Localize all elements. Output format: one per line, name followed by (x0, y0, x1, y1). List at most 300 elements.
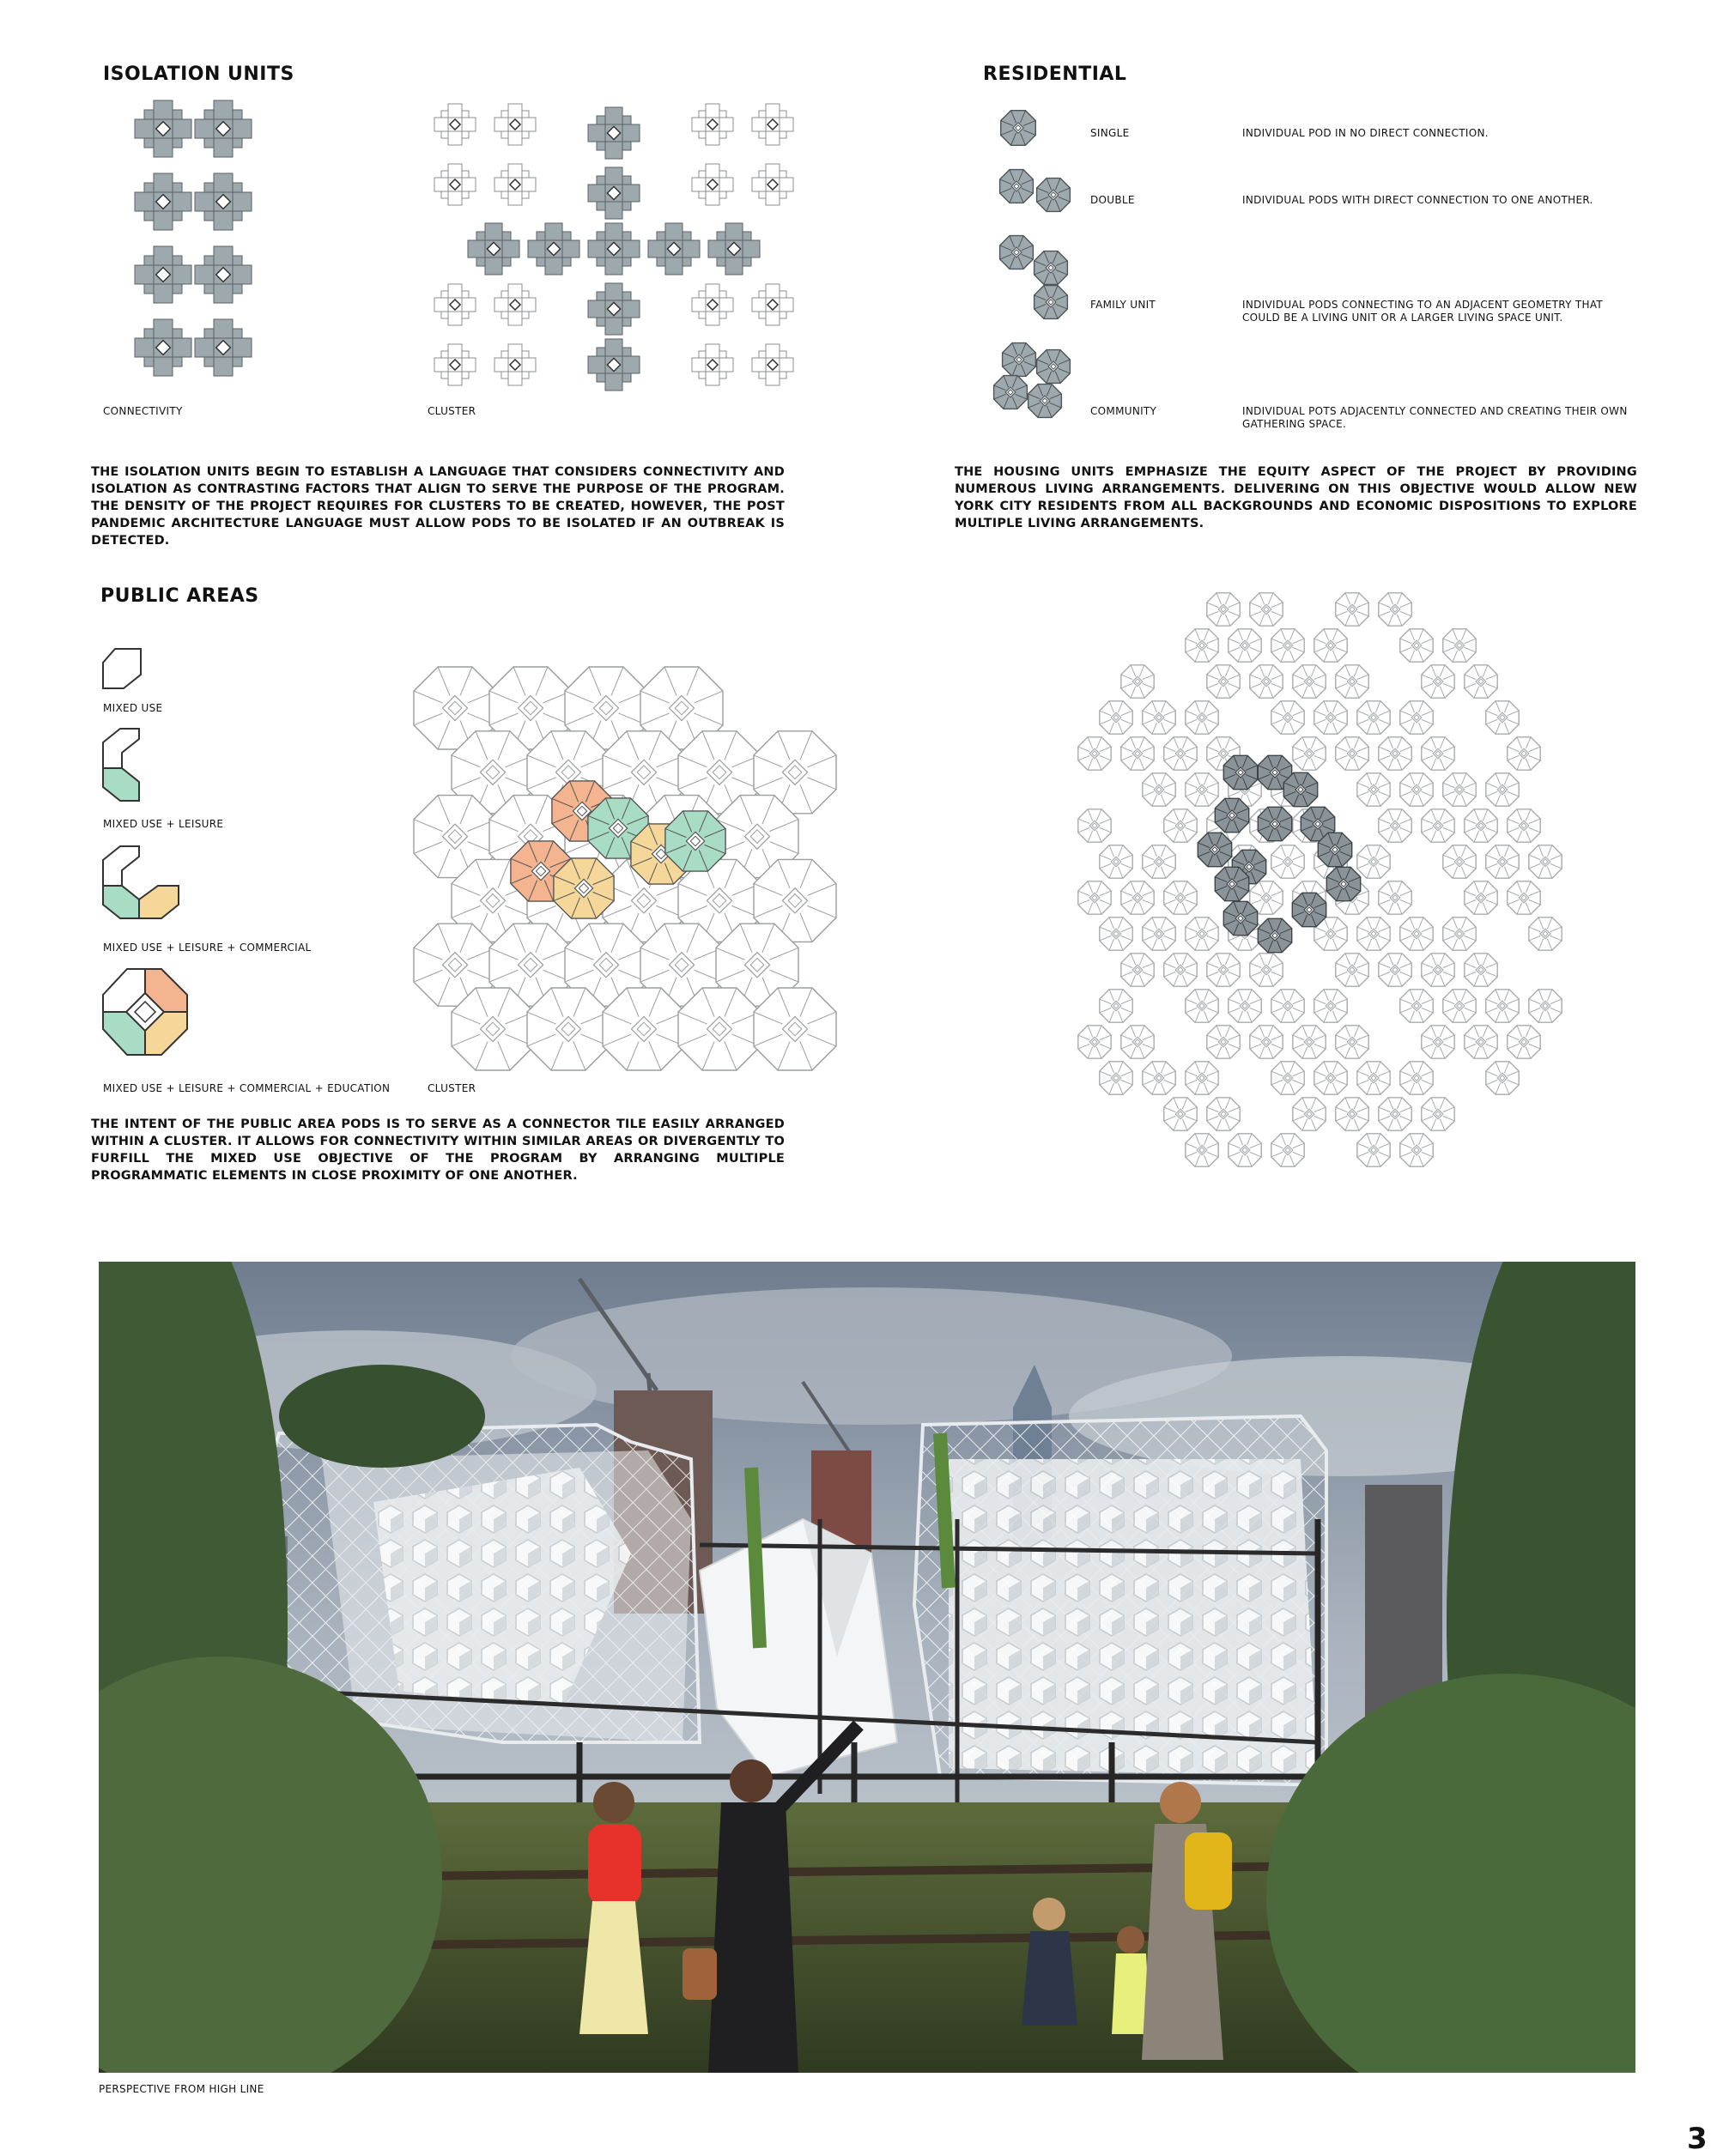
cross-cell (173, 183, 182, 192)
cluster-unit-outline (692, 104, 733, 145)
cross-cell (780, 171, 786, 178)
cross-cell (719, 372, 726, 379)
cluster-pod (1164, 737, 1197, 770)
cross-cell (144, 284, 154, 294)
cluster-pod (1400, 1062, 1433, 1094)
tile-mixed-use (103, 729, 139, 768)
cluster-pod (1508, 809, 1540, 842)
cross-cell (501, 111, 508, 118)
cross-cell (144, 357, 154, 366)
cross-cell (173, 119, 191, 138)
cluster-pod (1400, 773, 1433, 806)
cross-cell (717, 232, 725, 240)
cluster-pod (1250, 665, 1283, 698)
cross-cell (462, 298, 476, 312)
cluster-pod (1164, 809, 1197, 842)
cluster-pod (1229, 629, 1261, 662)
cluster-pod (1465, 954, 1497, 986)
cross-cell (528, 240, 545, 257)
cluster-pod (1486, 701, 1519, 734)
cross-cell (494, 118, 508, 131)
cluster-unit-outline (692, 284, 733, 325)
cross-cell (780, 291, 786, 298)
cluster-pod (1186, 773, 1218, 806)
cluster-pod (1336, 593, 1368, 626)
residential-pod (1223, 901, 1257, 935)
cross-cell (233, 183, 242, 192)
cross-cell (683, 257, 691, 266)
cross-cell (508, 372, 522, 385)
cluster-pod (1078, 881, 1111, 914)
cluster-unit-outline (494, 104, 536, 145)
cross-cell (144, 138, 154, 148)
cross-cell (699, 291, 706, 298)
cross-cell (204, 284, 214, 294)
cross-cell (692, 358, 706, 372)
cluster-pod (1207, 954, 1240, 986)
cross-cell (597, 373, 605, 382)
cross-cell (717, 257, 725, 266)
cross-cell (780, 111, 786, 118)
cross-cell (648, 240, 665, 257)
cluster-pod (1443, 845, 1476, 878)
cluster-pod (1207, 593, 1240, 626)
cross-cell (508, 312, 522, 325)
cross-cell (605, 223, 622, 240)
cross-cell (144, 256, 154, 265)
cross-cell (233, 338, 252, 357)
cross-cell (605, 257, 622, 275)
cross-cell (462, 312, 469, 318)
cluster-unit-outline (692, 164, 733, 205)
cross-cell (692, 178, 706, 191)
connectivity-unit (135, 100, 191, 157)
cluster-pod (1314, 701, 1347, 734)
cross-cell (699, 351, 706, 358)
cross-cell (233, 110, 242, 119)
cross-cell (214, 211, 233, 230)
cross-cell (214, 246, 233, 265)
residential-pod (1198, 833, 1231, 866)
cluster-pod (1121, 954, 1154, 986)
cross-cell (204, 357, 214, 366)
cross-cell (154, 138, 173, 157)
cluster-pod (1121, 737, 1154, 770)
cross-cell (204, 183, 214, 192)
cross-cell (605, 202, 622, 219)
cross-cell (441, 171, 448, 178)
cross-cell (434, 358, 448, 372)
cluster-pod (1143, 701, 1175, 734)
cross-cell (719, 111, 726, 118)
cross-cell (780, 351, 786, 358)
cluster-pod (1207, 1098, 1240, 1130)
cross-cell (522, 118, 536, 131)
cross-cell (441, 351, 448, 358)
cluster-pod (1164, 881, 1197, 914)
cross-cell (462, 118, 476, 131)
cluster-pod (1314, 629, 1347, 662)
residential-item-label: COMMUNITY (1090, 405, 1157, 417)
public-legend-label: MIXED USE (103, 702, 163, 714)
cross-cell (154, 319, 173, 338)
public-title: PUBLIC AREAS (100, 585, 259, 607)
cluster-pod (1121, 881, 1154, 914)
cross-cell (462, 131, 469, 138)
cluster-pod (1336, 665, 1368, 698)
cluster-pod (1400, 629, 1433, 662)
cluster-unit-outline (434, 104, 476, 145)
connectivity-caption: CONNECTIVITY (103, 405, 183, 417)
cross-cell (588, 300, 605, 318)
cross-cell (144, 110, 154, 119)
connectivity-diagram (129, 90, 275, 391)
cross-cell (537, 232, 545, 240)
cross-cell (759, 372, 766, 379)
cluster-pod (1100, 918, 1132, 950)
cross-cell (522, 191, 529, 198)
cross-cell (752, 298, 766, 312)
cross-cell (622, 232, 631, 240)
combined-cluster-diagram (1060, 575, 1567, 1193)
cross-cell (214, 319, 233, 338)
cross-cell (434, 118, 448, 131)
cross-cell (622, 116, 631, 124)
cross-cell (780, 312, 786, 318)
connectivity-unit (135, 319, 191, 376)
residential-pod (1258, 807, 1291, 840)
cross-cell (494, 298, 508, 312)
cluster-pod (1400, 1134, 1433, 1166)
cross-cell (522, 131, 529, 138)
residential-item-desc: INDIVIDUAL PODS CONNECTING TO AN ADJACENT GEOMETRY THAT COULD BE A LIVING UNIT OR A LARGER LIVING SPACE UNIT. (1242, 299, 1604, 324)
cross-cell (502, 240, 519, 257)
cross-cell (173, 265, 191, 284)
cross-cell (657, 232, 665, 240)
cluster-pod (1293, 1026, 1326, 1058)
isolation-cluster-caption: CLUSTER (428, 405, 476, 417)
isolation-title: ISOLATION UNITS (103, 64, 294, 85)
cross-cell (501, 291, 508, 298)
cross-cell (448, 104, 462, 118)
cross-cell (545, 223, 562, 240)
cross-cell (135, 265, 154, 284)
cluster-unit-outline (494, 344, 536, 385)
residential-pod (1215, 867, 1248, 900)
cluster-pod (1186, 918, 1218, 950)
cross-cell (135, 338, 154, 357)
mixed-use-leisure-tile-icon (101, 724, 153, 809)
cross-cell (233, 192, 252, 211)
residential-item-desc: INDIVIDUAL POTS ADJACENTLY CONNECTED AND CREATING THEIR OWN GATHERING SPACE. (1242, 405, 1628, 430)
cluster-pod (1207, 665, 1240, 698)
cross-cell (214, 173, 233, 192)
residential-pod (1326, 867, 1360, 900)
cluster-unit-outline (752, 164, 793, 205)
cross-cell (706, 131, 719, 145)
cross-cell (725, 223, 743, 240)
connectivity-unit (135, 173, 191, 230)
cross-cell (605, 318, 622, 335)
cluster-pod (1443, 629, 1476, 662)
cross-cell (522, 372, 529, 379)
cross-cell (434, 178, 448, 191)
cluster-unit-filled (528, 223, 579, 275)
cross-cell (743, 240, 760, 257)
cross-cell (522, 351, 529, 358)
cluster-unit-filled (588, 167, 640, 219)
cross-cell (462, 111, 469, 118)
cross-cell (195, 338, 214, 357)
cross-cell (562, 232, 571, 240)
cross-cell (448, 131, 462, 145)
public-legend-label: MIXED USE + LEISURE (103, 818, 224, 830)
cross-cell (780, 372, 786, 379)
residential-pod (1292, 893, 1326, 926)
cross-cell (706, 284, 719, 298)
residential-pod (1223, 755, 1257, 789)
tile-leisure (103, 886, 139, 918)
cross-cell (214, 100, 233, 119)
cross-cell (204, 110, 214, 119)
cross-cell (448, 372, 462, 385)
residential-text: THE HOUSING UNITS EMPHASIZE THE EQUITY ASPECT OF THE PROJECT BY PROVIDING NUMEROUS LIVING ARRANGEMENTS. DELIVERING ON THIS OBJECTIVE WOULD ALLOW NEW YORK CITY RESIDENTS FROM ALL BACKGROUNDS AND ECONOMIC DISPOSITIONS TO EXPLORE MULTIPLE LIVING ARRANGEMENTS. (955, 465, 1637, 530)
cross-cell (545, 257, 562, 275)
cross-cell (706, 164, 719, 178)
cross-cell (699, 191, 706, 198)
cluster-unit-filled (588, 107, 640, 159)
cluster-pod (1357, 918, 1390, 950)
cross-cell (485, 223, 502, 240)
cross-cell (154, 284, 173, 303)
cross-cell (766, 372, 780, 385)
cluster-pod (1293, 665, 1326, 698)
cluster-pod (1100, 1062, 1132, 1094)
cross-cell (743, 232, 751, 240)
cross-cell (233, 265, 252, 284)
cross-cell (605, 283, 622, 300)
cluster-pod (1486, 990, 1519, 1022)
cross-cell (605, 167, 622, 185)
cluster-pod (1293, 737, 1326, 770)
high-line-perspective-render (99, 1262, 1635, 2073)
cross-cell (605, 339, 622, 356)
cross-cell (719, 312, 726, 318)
cross-cell (605, 107, 622, 124)
cross-cell (462, 171, 469, 178)
cluster-unit-filled (468, 223, 519, 275)
cross-cell (562, 240, 579, 257)
cross-cell (622, 300, 640, 318)
cluster-pod (1486, 773, 1519, 806)
cross-cell (588, 356, 605, 373)
cluster-unit-filled (708, 223, 760, 275)
perspective-caption: PERSPECTIVE FROM HIGH LINE (99, 2083, 264, 2095)
cross-cell (233, 284, 242, 294)
cluster-pod (1186, 701, 1218, 734)
cluster-pod (1100, 990, 1132, 1022)
cross-cell (743, 257, 751, 266)
cluster-unit-filled (648, 223, 700, 275)
cross-cell (759, 111, 766, 118)
cross-cell (622, 240, 640, 257)
cross-cell (759, 312, 766, 318)
cross-cell (522, 291, 529, 298)
cross-cell (173, 338, 191, 357)
cross-cell (766, 131, 780, 145)
cross-cell (501, 372, 508, 379)
cross-cell (522, 298, 536, 312)
cluster-pod (1143, 845, 1175, 878)
cross-cell (494, 178, 508, 191)
isolation-cluster-diagram (425, 94, 803, 395)
cross-cell (522, 111, 529, 118)
cluster-pod (1465, 665, 1497, 698)
cross-cell (502, 257, 511, 266)
cross-cell (605, 142, 622, 159)
cross-cell (622, 185, 640, 202)
family-unit-pod-icon (998, 233, 1083, 319)
single-pod-icon (998, 107, 1041, 150)
cluster-pod (1078, 1026, 1111, 1058)
cluster-unit-filled (588, 339, 640, 391)
cross-cell (537, 257, 545, 266)
cluster-pod (1121, 665, 1154, 698)
cross-cell (233, 211, 242, 221)
cluster-pod (1164, 1098, 1197, 1130)
cross-cell (597, 202, 605, 210)
cross-cell (622, 373, 631, 382)
cluster-pod (1314, 1062, 1347, 1094)
cluster-pod (1379, 809, 1411, 842)
cross-cell (508, 284, 522, 298)
cross-cell (719, 178, 733, 191)
cluster-pod (1422, 809, 1454, 842)
cluster-pod (1121, 1026, 1154, 1058)
cluster-unit-outline (494, 164, 536, 205)
cluster-pod (527, 988, 610, 1070)
cross-cell (154, 100, 173, 119)
cross-cell (562, 257, 571, 266)
cluster-pod (1422, 737, 1454, 770)
cluster-pod (1271, 1134, 1304, 1166)
cross-cell (522, 312, 529, 318)
cross-cell (699, 312, 706, 318)
cross-cell (501, 191, 508, 198)
cluster-pod (1529, 845, 1562, 878)
cross-cell (441, 312, 448, 318)
cluster-pod (1422, 1098, 1454, 1130)
cluster-pod (1100, 845, 1132, 878)
cluster-unit-outline (752, 104, 793, 145)
cross-cell (622, 176, 631, 185)
cross-cell (706, 191, 719, 205)
cross-cell (462, 351, 469, 358)
cross-cell (766, 164, 780, 178)
mixed-use-leisure-commercial-tile-icon (101, 841, 196, 927)
cross-cell (699, 171, 706, 178)
cross-cell (501, 131, 508, 138)
cluster-pod (452, 988, 534, 1070)
cross-cell (214, 138, 233, 157)
pod (1003, 343, 1036, 377)
cross-cell (214, 357, 233, 376)
cluster-pod (1229, 990, 1261, 1022)
cluster-pod (1186, 1134, 1218, 1166)
cross-cell (502, 232, 511, 240)
residential-item-desc: INDIVIDUAL PODS WITH DIRECT CONNECTION TO ONE ANOTHER. (1242, 194, 1593, 206)
community-pod-icon (992, 339, 1086, 425)
cluster-pod (1508, 1026, 1540, 1058)
cross-cell (501, 351, 508, 358)
cross-cell (448, 191, 462, 205)
cross-cell (441, 372, 448, 379)
cross-cell (154, 357, 173, 376)
cross-cell (766, 104, 780, 118)
cross-cell (699, 111, 706, 118)
cross-cell (706, 104, 719, 118)
cross-cell (173, 256, 182, 265)
public-pod (665, 811, 725, 871)
cluster-pod (1443, 990, 1476, 1022)
cross-cell (719, 298, 733, 312)
cross-cell (759, 291, 766, 298)
cluster-pod (1443, 773, 1476, 806)
cluster-pod (1229, 1134, 1261, 1166)
cross-cell (725, 257, 743, 275)
cross-cell (195, 265, 214, 284)
cross-cell (752, 178, 766, 191)
cross-cell (173, 110, 182, 119)
tile-outline (103, 649, 141, 688)
cross-cell (622, 202, 631, 210)
cross-cell (597, 142, 605, 150)
cross-cell (448, 312, 462, 325)
cross-cell (144, 211, 154, 221)
cross-cell (154, 211, 173, 230)
cross-cell (719, 351, 726, 358)
cluster-pod (1357, 845, 1390, 878)
isolation-text: THE ISOLATION UNITS BEGIN TO ESTABLISH A LANGUAGE THAT CONSIDERS CONNECTIVITY AND ISOLATION AS CONTRASTING FACTORS THAT ALIGN TO SERVE THE PURPOSE OF THE PROGRAM. THE DENSITY OF THE PROJECT REQUIRES FOR CLUSTERS TO BE CREATED, HOWEVER, THE POST PANDEMIC ARCHITECTURE LANGUAGE MUST ALLOW PODS TO BE ISOLATED IF AN OUTBREAK IS DETECTED. (91, 465, 785, 548)
residential-item-desc: INDIVIDUAL POD IN NO DIRECT CONNECTION. (1242, 127, 1489, 139)
cluster-pod (1250, 954, 1283, 986)
cluster-pod (1357, 1062, 1390, 1094)
cross-cell (173, 329, 182, 338)
residential-pod (1318, 833, 1351, 866)
cross-cell (699, 372, 706, 379)
mixed-use-tile-icon (101, 644, 153, 692)
cross-cell (752, 118, 766, 131)
cluster-pod (1293, 1098, 1326, 1130)
cross-cell (135, 119, 154, 138)
cluster-pod (1529, 990, 1562, 1022)
public-cluster-diagram (403, 657, 816, 1060)
cluster-pod (1143, 918, 1175, 950)
cross-cell (780, 191, 786, 198)
cluster-pod (1529, 918, 1562, 950)
cluster-unit-outline (434, 344, 476, 385)
public-text: THE INTENT OF THE PUBLIC AREA PODS IS TO SERVE AS A CONNECTOR TILE EASILY ARRANGED WITHIN A CLUSTER. IT ALLOWS FOR CONNECTIVITY WITHIN SIMILAR AREAS OR DIVERGENTLY TO FURFILL THE MIXED USE OBJECTIVE OF THE PROGRAM BY ARRANGING MULTIPLE PROGRAMMATIC ELEMENTS IN CLOSE PROXIMITY OF ONE ANOTHER. (91, 1117, 785, 1183)
residential-title: RESIDENTIAL (983, 64, 1127, 85)
pod (1034, 251, 1068, 285)
cross-cell (708, 240, 725, 257)
cluster-unit-outline (752, 344, 793, 385)
tile-commercial (139, 886, 179, 918)
connectivity-unit (135, 246, 191, 303)
cross-cell (766, 284, 780, 298)
mixed-use-full-tile-icon (101, 967, 192, 1058)
cross-cell (780, 131, 786, 138)
